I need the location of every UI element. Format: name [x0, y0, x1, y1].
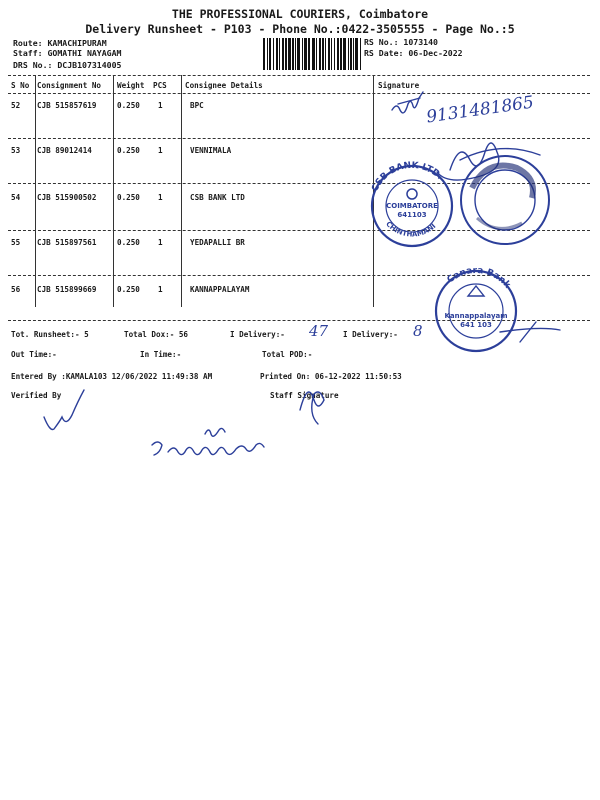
- staff-signature-label: Staff Signature: [270, 391, 339, 400]
- handwritten-delivery-count: 47: [309, 322, 329, 340]
- csb-stamp-bottom-text: CHINTHAMANI: [384, 220, 438, 239]
- table-row-weight: 0.250: [117, 193, 140, 202]
- signature-row1: [392, 92, 423, 113]
- col-header-pcs: PCS: [153, 81, 167, 90]
- col-header-consignee: Consignee Details: [185, 81, 263, 90]
- csb-stamp-city: COIMBATORE: [386, 202, 438, 210]
- table-row-weight: 0.250: [117, 101, 140, 110]
- staff-label: Staff: GOMATHI NAYAGAM: [13, 48, 122, 58]
- col-header-signature: Signature: [378, 81, 420, 90]
- table-row-pcs: 1: [158, 101, 163, 110]
- table-row-consignee: CSB BANK LTD: [190, 193, 245, 202]
- table-row-consignment: CJB 515900502: [37, 193, 97, 202]
- table-row-sno: 53: [11, 146, 21, 155]
- col-header-consignment: Consignment No: [37, 81, 102, 90]
- svg-text:CHINTHAMANI: [384, 220, 437, 239]
- rs-number: RS No.: 1073140: [364, 37, 438, 47]
- table-row-weight: 0.250: [117, 285, 140, 294]
- total-runsheet: Tot. Runsheet:- 5: [11, 330, 89, 339]
- col-header-weight: Weight: [117, 81, 145, 90]
- printed-on: Printed On: 06-12-2022 11:50:53: [260, 372, 402, 381]
- table-row-sno: 54: [11, 193, 21, 202]
- table-row-sno: 52: [11, 101, 21, 110]
- table-row-consignee: KANNAPPALAYAM: [190, 285, 250, 294]
- in-time: In Time:-: [140, 350, 182, 359]
- drs-label: DRS No.: DCJB107314005: [13, 60, 122, 70]
- canara-logo-icon: [468, 286, 484, 296]
- entered-by: Entered By :KAMALA103 12/06/2022 11:49:38 AM: [11, 372, 213, 381]
- verified-by: Verified By: [11, 391, 62, 400]
- table-row-pcs: 1: [158, 193, 163, 202]
- canara-stamp-top-text: Canara Bank: [445, 266, 513, 291]
- table-row-weight: 0.250: [117, 238, 140, 247]
- table-row-consignment: CJB 515899669: [37, 285, 97, 294]
- table-row-pcs: 1: [158, 146, 163, 155]
- col-header-sno: S No: [11, 81, 30, 90]
- table-row-sno: 55: [11, 238, 21, 247]
- delivery-label: I Delivery:-: [230, 330, 285, 339]
- route-label: Route: KAMACHIPURAM: [13, 38, 107, 48]
- canara-bank-stamp: [428, 266, 524, 356]
- table-row-weight: 0.250: [117, 146, 140, 155]
- handwritten-non-delivery-count: 8: [413, 322, 423, 340]
- non-delivery-label: I Delivery:-: [343, 330, 398, 339]
- staff-signature: [300, 392, 324, 424]
- table-row-sno: 56: [11, 285, 21, 294]
- table-row-consignment: CJB 515897561: [37, 238, 97, 247]
- total-dox: Total Dox:- 56: [124, 330, 189, 339]
- canara-stamp-city: Kannappalayam: [444, 312, 508, 320]
- round-seal: [452, 148, 558, 252]
- canara-stamp-pin: 641 103: [460, 321, 492, 329]
- table-row-consignment: CJB 515857619: [37, 101, 97, 110]
- svg-text:Canara Bank: [446, 266, 513, 291]
- table-row-pcs: 1: [158, 238, 163, 247]
- table-row-consignee: YEDAPALLI BR: [190, 238, 245, 247]
- out-time: Out Time:-: [11, 350, 57, 359]
- table-row-consignment: CJB 89012414: [37, 146, 92, 155]
- rs-date: RS Date: 06-Dec-2022: [364, 48, 463, 58]
- table-row-pcs: 1: [158, 285, 163, 294]
- cursive-name: [152, 442, 264, 455]
- csb-stamp-top-text: CSB BANK LTD.: [370, 160, 445, 194]
- csb-stamp-pin: 641103: [397, 211, 427, 219]
- total-pod: Total POD:-: [262, 350, 313, 359]
- table-row-consignee: BPC: [190, 101, 204, 110]
- handwritten-phone: 9131481865: [425, 92, 536, 128]
- csb-logo-icon: [407, 189, 417, 199]
- verified-signature: [44, 390, 84, 430]
- document-title: THE PROFESSIONAL COURIERS, Coimbatore: [171, 7, 429, 21]
- table-row-consignee: VENNIMALA: [190, 146, 232, 155]
- svg-text:CSB BANK LTD.: [370, 161, 444, 193]
- csb-bank-stamp: [362, 158, 462, 248]
- document-subtitle: Delivery Runsheet - P103 - Phone No.:0422-3505555 - Page No.:5: [85, 22, 515, 36]
